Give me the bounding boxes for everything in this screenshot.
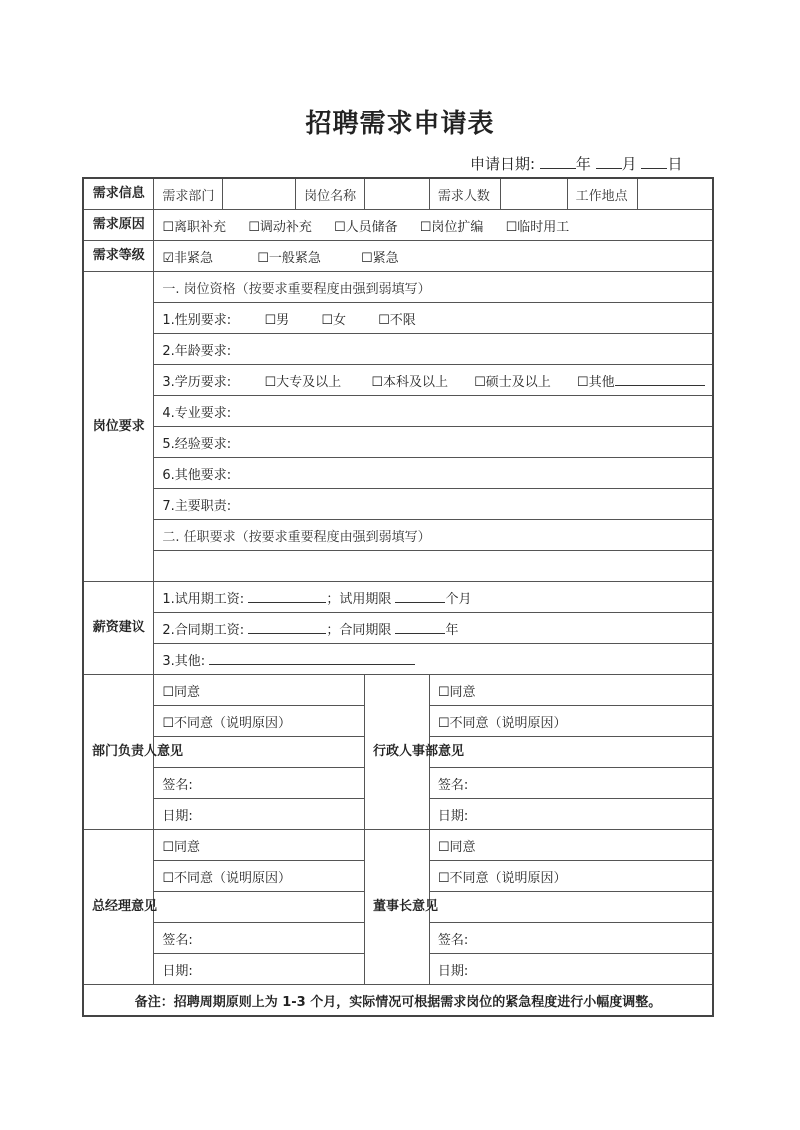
hr-date-field[interactable]: 日期: <box>429 799 713 830</box>
apply-date <box>470 153 682 174</box>
contract-period-blank[interactable] <box>395 620 445 634</box>
reason-expansion-checkbox[interactable]: ☐岗位扩编 <box>419 219 484 235</box>
dept-label: 需求部门 <box>154 178 223 210</box>
age-row <box>83 334 713 365</box>
edu-field <box>154 365 713 396</box>
salary-other-field <box>154 644 713 675</box>
dept-head-agree-checkbox[interactable]: ☐同意 <box>154 675 365 706</box>
opinion-row-1 <box>83 675 713 706</box>
contract-period-unit: 年 <box>445 622 459 638</box>
contract-wage-blank[interactable] <box>248 620 326 634</box>
experience-field[interactable]: 5.经验要求: <box>154 427 713 458</box>
count-label: 需求人数 <box>429 178 500 210</box>
job-req-section-row <box>83 520 713 551</box>
level-options <box>154 241 713 272</box>
edu-other-blank[interactable] <box>615 372 705 386</box>
trial-wage-label: 1.试用期工资: <box>162 591 245 607</box>
page-title: 招聘需求申请表 <box>305 109 495 139</box>
job-req-input[interactable] <box>154 551 713 582</box>
month-label: 月 <box>621 155 637 173</box>
month-blank[interactable] <box>596 154 622 169</box>
gender-any-checkbox[interactable]: ☐不限 <box>378 312 416 328</box>
reason-transfer-checkbox[interactable]: ☐调动补充 <box>248 219 312 235</box>
salary-contract-row <box>83 613 713 644</box>
contract-wage-label: 2.合同期工资: <box>162 622 245 638</box>
chairman-disagree-checkbox[interactable]: ☐不同意（说明原因） <box>429 861 713 892</box>
year-blank[interactable] <box>540 154 576 169</box>
count-input[interactable] <box>500 178 567 210</box>
edu-master-checkbox[interactable]: ☐硕士及以上 <box>474 374 551 390</box>
year-label: 年 <box>575 155 591 173</box>
salary-header: 薪资建议 <box>83 582 154 675</box>
edu-row <box>83 365 713 396</box>
level-moderate-checkbox[interactable]: ☐一般紧急 <box>257 250 321 266</box>
position-label: 岗位名称 <box>296 178 365 210</box>
chairman-reason-input[interactable] <box>429 892 713 923</box>
hr-dept-header: 行政人事部意见 <box>365 675 430 830</box>
day-label: 日 <box>667 155 683 173</box>
chairman-date-field[interactable]: 日期: <box>429 954 713 985</box>
chairman-agree-checkbox[interactable]: ☐同意 <box>429 830 713 861</box>
qualification-section: 一. 岗位资格（按要求重要程度由强到弱填写） <box>154 272 713 303</box>
salary-other-row <box>83 644 713 675</box>
dept-head-date-field[interactable]: 日期: <box>154 799 365 830</box>
gender-male-checkbox[interactable]: ☐男 <box>264 312 290 328</box>
edu-college-checkbox[interactable]: ☐大专及以上 <box>264 374 342 390</box>
footnote: 备注：招聘周期原则上为 1-3 个月，实际情况可根据需求岗位的紧急程度进行小幅度调整。 <box>83 985 713 1017</box>
salary-other-blank[interactable] <box>209 651 415 665</box>
info-row <box>83 178 713 210</box>
contract-period-label: ；合同期限 <box>326 622 392 638</box>
level-header: 需求等级 <box>83 241 154 272</box>
gender-field <box>154 303 713 334</box>
edu-label: 3.学历要求: <box>162 374 232 390</box>
major-row <box>83 396 713 427</box>
level-urgent-checkbox[interactable]: ☐紧急 <box>360 250 399 266</box>
info-header: 需求信息 <box>83 178 154 210</box>
opinion-row-6 <box>83 830 713 861</box>
gm-agree-checkbox[interactable]: ☐同意 <box>154 830 365 861</box>
reason-resign-checkbox[interactable]: ☐离职补充 <box>162 219 227 235</box>
trial-period-unit: 个月 <box>445 591 472 607</box>
note-row <box>83 985 713 1017</box>
apply-date-label: 申请日期: <box>470 155 536 173</box>
gm-sign-field[interactable]: 签名: <box>154 923 365 954</box>
position-req-row <box>83 272 713 303</box>
dept-head-disagree-checkbox[interactable]: ☐不同意（说明原因） <box>154 706 365 737</box>
salary-other-label: 3.其他: <box>162 653 206 669</box>
edu-other-checkbox[interactable]: ☐其他 <box>576 374 615 390</box>
duties-field[interactable]: 7.主要职责: <box>154 489 713 520</box>
location-input[interactable] <box>638 178 713 210</box>
hr-reason-input[interactable] <box>429 737 713 768</box>
trial-wage-blank[interactable] <box>248 589 326 603</box>
contract-field <box>154 613 713 644</box>
recruitment-form <box>82 177 714 1017</box>
chairman-header: 董事长意见 <box>365 830 430 985</box>
dept-head-header: 部门负责人意见 <box>83 675 154 830</box>
experience-row <box>83 427 713 458</box>
dept-head-reason-input[interactable] <box>154 737 365 768</box>
gm-reason-input[interactable] <box>154 892 365 923</box>
edu-bachelor-checkbox[interactable]: ☐本科及以上 <box>371 374 448 390</box>
day-blank[interactable] <box>641 154 667 169</box>
dept-head-sign-field[interactable]: 签名: <box>154 768 365 799</box>
reason-temporary-checkbox[interactable]: ☐临时用工 <box>505 219 570 235</box>
duties-row <box>83 489 713 520</box>
level-row <box>83 241 713 272</box>
reason-header: 需求原因 <box>83 210 154 241</box>
major-field[interactable]: 4.专业要求: <box>154 396 713 427</box>
trial-period-label: ；试用期限 <box>326 591 392 607</box>
gm-date-field[interactable]: 日期: <box>154 954 365 985</box>
trial-field <box>154 582 713 613</box>
gender-label: 1.性别要求: <box>162 312 232 328</box>
location-label: 工作地点 <box>567 178 638 210</box>
salary-trial-row <box>83 582 713 613</box>
gender-female-checkbox[interactable]: ☐女 <box>321 312 346 328</box>
age-field[interactable]: 2.年龄要求: <box>154 334 713 365</box>
reason-options <box>154 210 713 241</box>
gender-row <box>83 303 713 334</box>
position-req-header: 岗位要求 <box>83 272 154 582</box>
dept-input[interactable] <box>223 178 296 210</box>
trial-period-blank[interactable] <box>395 589 445 603</box>
chairman-sign-field[interactable]: 签名: <box>429 923 713 954</box>
gm-header: 总经理意见 <box>83 830 154 985</box>
reason-row <box>83 210 713 241</box>
position-input[interactable] <box>365 178 430 210</box>
level-non-urgent-checkbox[interactable]: ☑非紧急 <box>162 250 214 266</box>
other-req-field[interactable]: 6.其他要求: <box>154 458 713 489</box>
job-req-section: 二. 任职要求（按要求重要程度由强到弱填写） <box>154 520 713 551</box>
hr-agree-checkbox[interactable]: ☐同意 <box>429 675 713 706</box>
hr-disagree-checkbox[interactable]: ☐不同意（说明原因） <box>429 706 713 737</box>
other-req-row <box>83 458 713 489</box>
job-req-blank-row <box>83 551 713 582</box>
hr-sign-field[interactable]: 签名: <box>429 768 713 799</box>
gm-disagree-checkbox[interactable]: ☐不同意（说明原因） <box>154 861 365 892</box>
reason-reserve-checkbox[interactable]: ☐人员储备 <box>333 219 398 235</box>
